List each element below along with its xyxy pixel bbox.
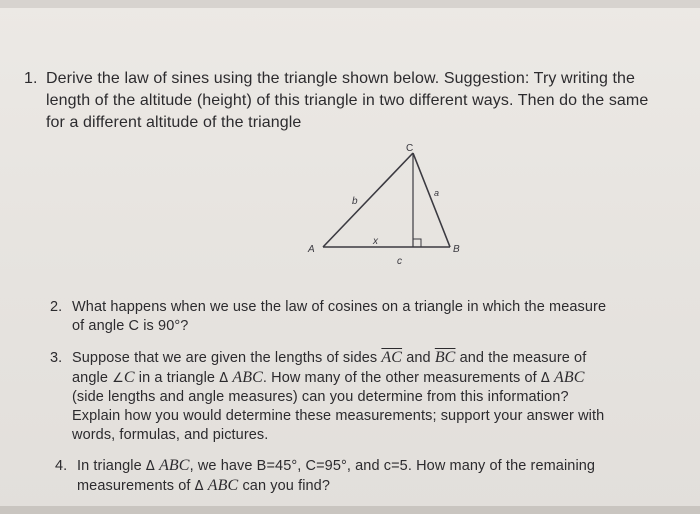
- question-1-line-3: for a different altitude of the triangle: [46, 114, 302, 131]
- side-ac: [323, 153, 413, 247]
- question-3-line-1: [50, 348, 650, 368]
- vertex-b-label: B: [453, 244, 460, 255]
- angle-symbol: ∠: [112, 371, 124, 386]
- question-4-text-2b: can you find?: [238, 478, 331, 494]
- bottom-edge: [0, 506, 700, 514]
- question-3-text-2c: . How many of the other measurements of: [262, 370, 541, 386]
- side-c-label: c: [397, 256, 402, 267]
- question-3-text-1a: Suppose that we are given the lengths of sides: [72, 350, 382, 366]
- question-4-text-1b: , we have B=45°, C=95°, and c=5. How many of the remaining: [189, 458, 596, 474]
- question-3-line-3: (side lengths and angle measures) can you determine from this information?: [72, 389, 569, 405]
- side-ac-symbol: $\overline{AC}$: [381, 349, 403, 366]
- triangle-symbol: Δ: [219, 371, 229, 386]
- question-4-text-1a: In triangle: [77, 458, 146, 474]
- question-4-text-2a: measurements of: [77, 478, 195, 494]
- triangle-abc-symbol-2: ABC: [554, 369, 585, 386]
- question-1-line-1: [24, 68, 674, 90]
- question-2-line-1: [50, 298, 650, 317]
- right-angle-mark: [413, 239, 421, 247]
- question-1: [24, 68, 674, 134]
- question-1-number: 1.: [24, 70, 38, 87]
- question-3-text-1c: and the measure of: [455, 350, 587, 366]
- question-3-line-4: Explain how you would determine these measurements; support your answer with: [72, 408, 605, 424]
- question-3-line-5: words, formulas, and pictures.: [72, 427, 269, 443]
- side-b-label: b: [352, 196, 358, 207]
- triangle-symbol-3: Δ: [145, 459, 155, 474]
- triangle-diagram: [300, 140, 470, 270]
- question-4-number: 4.: [55, 458, 68, 474]
- side-bc: [413, 153, 450, 247]
- top-edge: [0, 0, 700, 8]
- triangle-abc-symbol-4: ABC: [207, 477, 239, 494]
- triangle-symbol-2: Δ: [540, 371, 550, 386]
- question-2-number: 2.: [50, 299, 63, 315]
- question-3-line-2: [50, 368, 650, 388]
- question-3-text-2a: angle: [72, 370, 113, 386]
- vertex-c-label: C: [406, 143, 414, 154]
- question-2-line-2: of angle C is 90°?: [72, 318, 189, 334]
- segment-x-label: x: [373, 236, 378, 247]
- question-4-line-1: [55, 456, 655, 476]
- question-4-line-2: [55, 476, 655, 496]
- question-1-text-1: Derive the law of sines using the triangle shown below. Suggestion: Try writing the: [46, 70, 636, 87]
- question-1-line-2: length of the altitude (height) of this triangle in two different ways. Then do the same: [46, 92, 649, 109]
- vertex-a-label: A: [308, 244, 315, 255]
- question-3-text-2b: in a triangle: [134, 370, 220, 386]
- angle-c-symbol: C: [123, 369, 135, 386]
- question-2-text-1: What happens when we use the law of cosines on a triangle in which the measure: [72, 299, 607, 315]
- question-3-number: 3.: [50, 350, 63, 366]
- triangle-abc-symbol-3: ABC: [159, 457, 190, 474]
- side-a-label: a: [434, 188, 440, 198]
- question-3: [50, 348, 650, 445]
- question-2: [50, 298, 650, 336]
- question-3-text-1b: and: [402, 350, 435, 366]
- triangle-abc-symbol: ABC: [232, 369, 263, 386]
- side-bc-symbol: $\overline{BC}$: [434, 349, 456, 366]
- question-4: [55, 456, 655, 496]
- triangle-symbol-4: Δ: [194, 479, 204, 494]
